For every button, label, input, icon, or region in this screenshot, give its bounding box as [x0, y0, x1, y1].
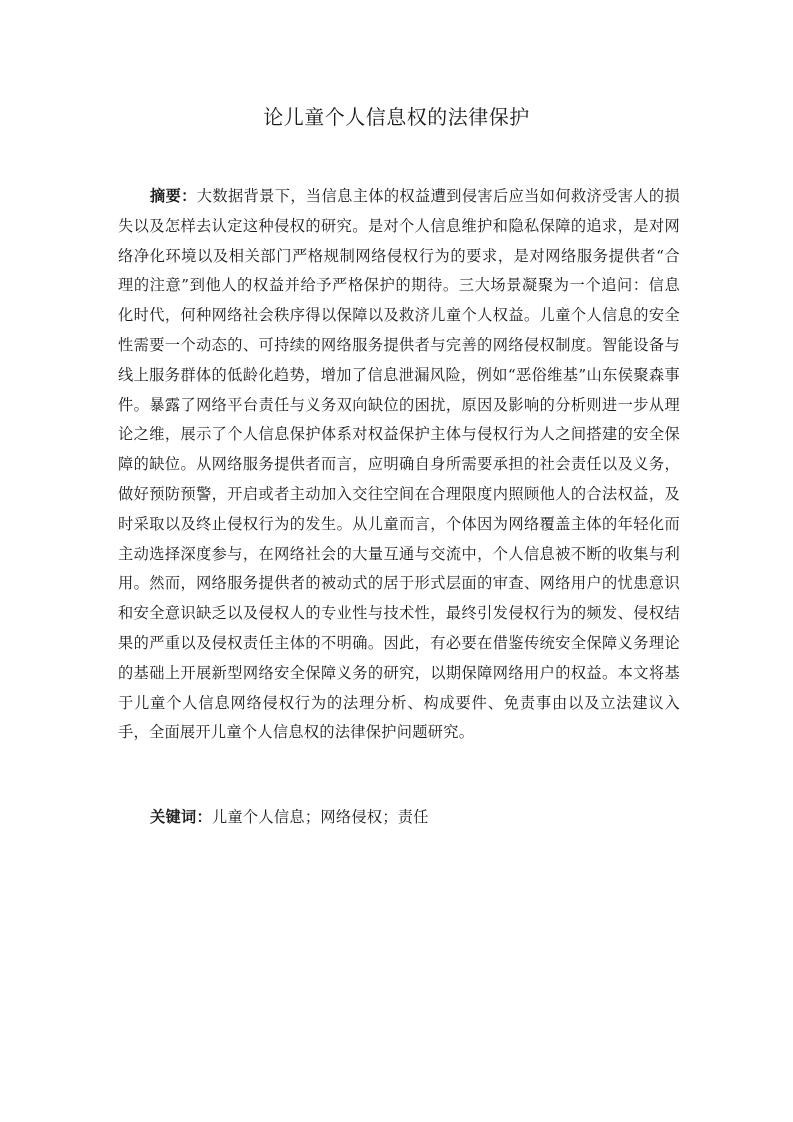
- keywords-line: [150, 803, 680, 833]
- document-title: 论儿童个人信息权的法律保护: [263, 105, 530, 129]
- keywords-text: 儿童个人信息；网络侵权；责任: [211, 808, 429, 826]
- keywords-label: 关键词：: [150, 808, 212, 826]
- abstract-paragraph: [118, 182, 680, 748]
- abstract-text: 大数据背景下，当信息主体的权益遭到侵害后应当如何救济受害人的损失以及怎样去认定这种侵权的研究。是对个人信息维护和隐私保障的追求，是对网络净化环境以及相关部门严格规制网络侵权行为的要求，是对网络服务提供者“合理的注意”到他人的权益并给予严格保护的期待。三大场景凝聚为一个追问：信息化时代，何种网络社会秩序得以保障以及救济儿童个人权益。儿童个人信息的安全性需要一个动态的、可持续的网络服务提供者与完善的网络侵权制度。智能设备与线上服务群体的低龄化趋势，增加了信息泄漏风险，例如“恶俗维基”山东侯聚森事件。暴露了网络平台责任与义务双向缺位的困扰，原因及影响的分析则进一步从理论之维，展示了个人信息保护体系对权益保护主体与侵权行为人之间搭建的安全保障的缺位。从网络服务提供者而言，应明确自身所需要承担的社会责任以及义务，做好预防预警，开启或者主动加入交往空间在合理限度内照顾他人的合法权益，及时采取以及终止侵权行为的发生。从儿童而言，个体因为网络覆盖主体的年轻化而主动选择深度参与，在网络社会的大量互通与交流中，个人信息被不断的收集与利用。然而，网络服务提供者的被动式的居于形式层面的审查、网络用户的忧患意识和安全意识缺乏以及侵权人的专业性与技术性，最终引发侵权行为的频发、侵权结果的严重以及侵权责任主体的不明确。因此，有必要在借鉴传统安全保障义务理论的基础上开展新型网络安全保障义务的研究，以期保障网络用户的权益。本文将基于儿童个人信息网络侵权行为的法理分析、构成要件、免责事由以及立法建议入手，全面展开儿童个人信息权的法律保护问题研究。: [118, 187, 680, 742]
- abstract-label: 摘要：: [150, 187, 197, 205]
